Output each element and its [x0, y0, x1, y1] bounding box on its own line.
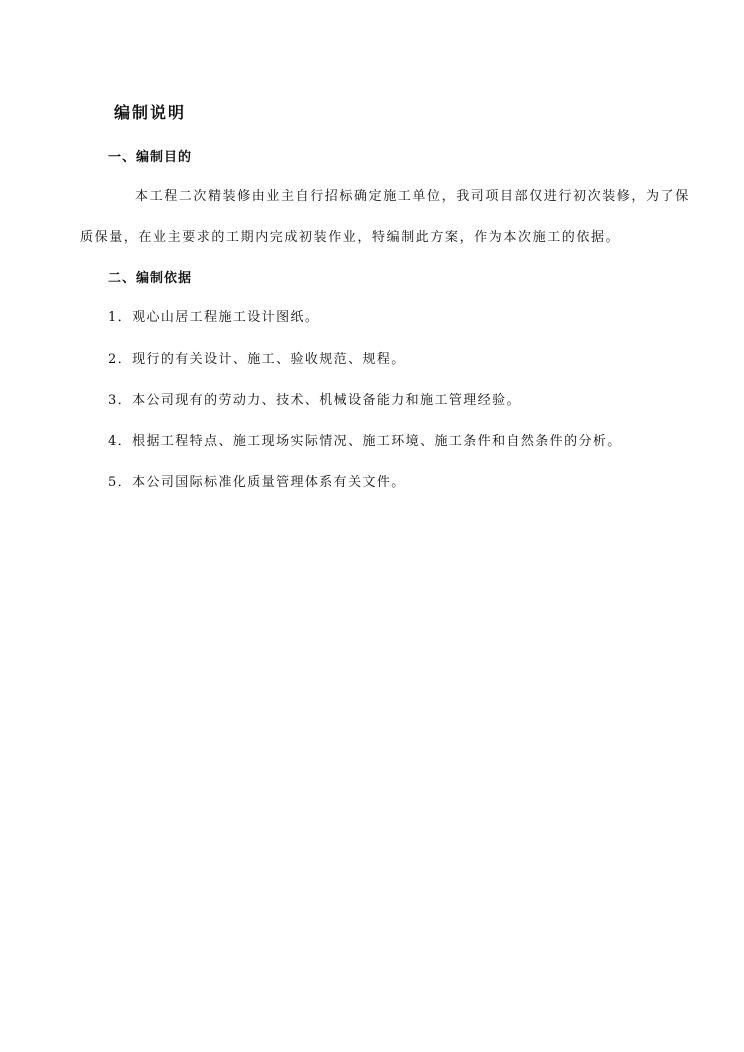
list-item: 3．本公司现有的劳动力、技术、机械设备能力和施工管理经验。 [108, 393, 521, 408]
list-item: 2．现行的有关设计、施工、验收规范、规程。 [108, 352, 406, 367]
paragraph-line-2: 质保量，在业主要求的工期内完成初装作业，特编制此方案，作为本次施工的依据。 [80, 230, 621, 245]
page-title: 编制说明 [114, 103, 187, 122]
paragraph-line-1: 本工程二次精装修由业主自行招标确定施工单位，我司项目部仅进行初次装修，为了保 [135, 189, 690, 204]
section-heading-purpose: 一、编制目的 [108, 150, 193, 165]
list-item: 1．观心山居工程施工设计图纸。 [108, 310, 320, 325]
section-heading-basis: 二、编制依据 [108, 271, 193, 286]
list-item: 5．本公司国际标准化质量管理体系有关文件。 [108, 475, 406, 490]
list-item: 4．根据工程特点、施工现场实际情况、施工环境、施工条件和自然条件的分析。 [108, 434, 622, 449]
